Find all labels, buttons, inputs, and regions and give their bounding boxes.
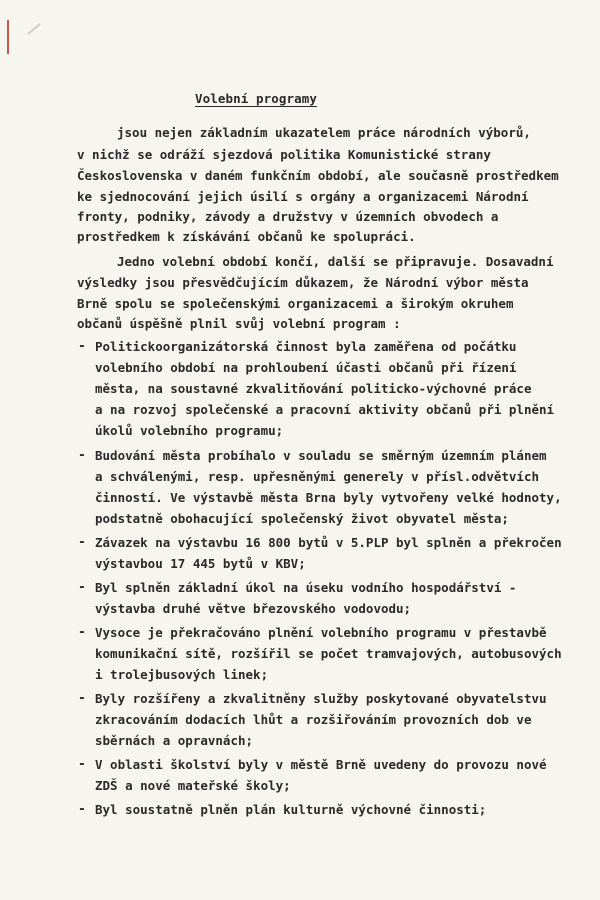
bullet-marker: -	[78, 339, 86, 354]
paragraph-line: Brně spolu se společenskými organizacemi a širokým okruhem	[77, 296, 514, 311]
paper-crease-mark	[27, 23, 41, 35]
bullet-marker: -	[78, 802, 86, 817]
bullet-line: úkolů volebního programu;	[95, 423, 284, 438]
bullet-marker: -	[78, 580, 86, 595]
bullet-line: sběrnách a opravnách;	[95, 733, 254, 748]
bullet-line: činností. Ve výstavbě města Brna byly vytvořeny velké hodnoty,	[95, 490, 562, 505]
paragraph-line: výsledky jsou přesvědčujícím důkazem, že Národní výbor města	[77, 275, 529, 290]
bullet-line: volebního období na prohloubení účasti občanů při řízení	[95, 360, 517, 375]
paragraph-line: jsou nejen základním ukazatelem práce národních výborů,	[117, 125, 531, 140]
bullet-line: podstatně obohacující společenský život obyvatel města;	[95, 511, 509, 526]
bullet-marker: -	[78, 535, 86, 550]
bullet-marker: -	[78, 757, 86, 772]
paragraph-line: Československa v daném funkčním období, ale současně prostředkem	[77, 168, 559, 183]
page-title: Volební programy	[195, 91, 318, 106]
bullet-line: a schválenými, resp. upřesněnými generely v přísl.odvětvích	[95, 469, 540, 484]
red-margin-mark	[7, 20, 9, 54]
bullet-line: výstavbou 17 445 bytů v KBV;	[95, 556, 306, 571]
bullet-line: výstavba druhé větve březovského vodovodu;	[95, 601, 412, 616]
bullet-marker: -	[78, 691, 86, 706]
bullet-line: i trolejbusových linek;	[95, 667, 269, 682]
paragraph-line: fronty, podniky, závody a družstvy v územních obvodech a	[77, 209, 499, 224]
bullet-line: Byly rozšířeny a zkvalitněny služby poskytované obyvatelstvu	[95, 691, 547, 706]
bullet-line: Byl splněn základní úkol na úseku vodního hospodářství -	[95, 580, 517, 595]
bullet-line: ZDŠ a nové mateřské školy;	[95, 778, 291, 793]
bullet-line: V oblasti školství byly v městě Brně uvedeny do provozu nové	[95, 757, 547, 772]
bullet-line: Závazek na výstavbu 16 800 bytů v 5.PLP byl splněn a překročen	[95, 535, 562, 550]
bullet-line: Budování města probíhalo v souladu se směrným územním plánem	[95, 448, 547, 463]
paragraph-line: v nichž se odráží sjezdová politika Komunistické strany	[77, 147, 491, 162]
bullet-line: Vysoce je překračováno plnění volebního programu v přestavbě	[95, 625, 547, 640]
bullet-line: komunikační sítě, rozšířil se počet tramvajových, autobusových	[95, 646, 562, 661]
paragraph-line: ke sjednocování jejich úsilí s orgány a organizacemi Národní	[77, 189, 529, 204]
bullet-line: města, na soustavné zkvalitňování politicko-výchovné práce	[95, 381, 532, 396]
bullet-line: Politickoorganizátorská činnost byla zaměřena od počátku	[95, 339, 517, 354]
paragraph-line: prostředkem k získávání občanů ke spolupráci.	[77, 229, 416, 244]
bullet-line: Byl soustatně plněn plán kulturně výchovné činnosti;	[95, 802, 487, 817]
bullet-line: zkracováním dodacích lhůt a rozšiřováním provozních dob ve	[95, 712, 532, 727]
bullet-marker: -	[78, 625, 86, 640]
bullet-marker: -	[78, 448, 86, 463]
paragraph-line: Jedno volební období končí, další se připravuje. Dosavadní	[117, 254, 554, 269]
paragraph-line: občanů úspěšně plnil svůj volební program :	[77, 316, 401, 331]
bullet-line: a na rozvoj společenské a pracovní aktivity občanů při plnění	[95, 402, 555, 417]
